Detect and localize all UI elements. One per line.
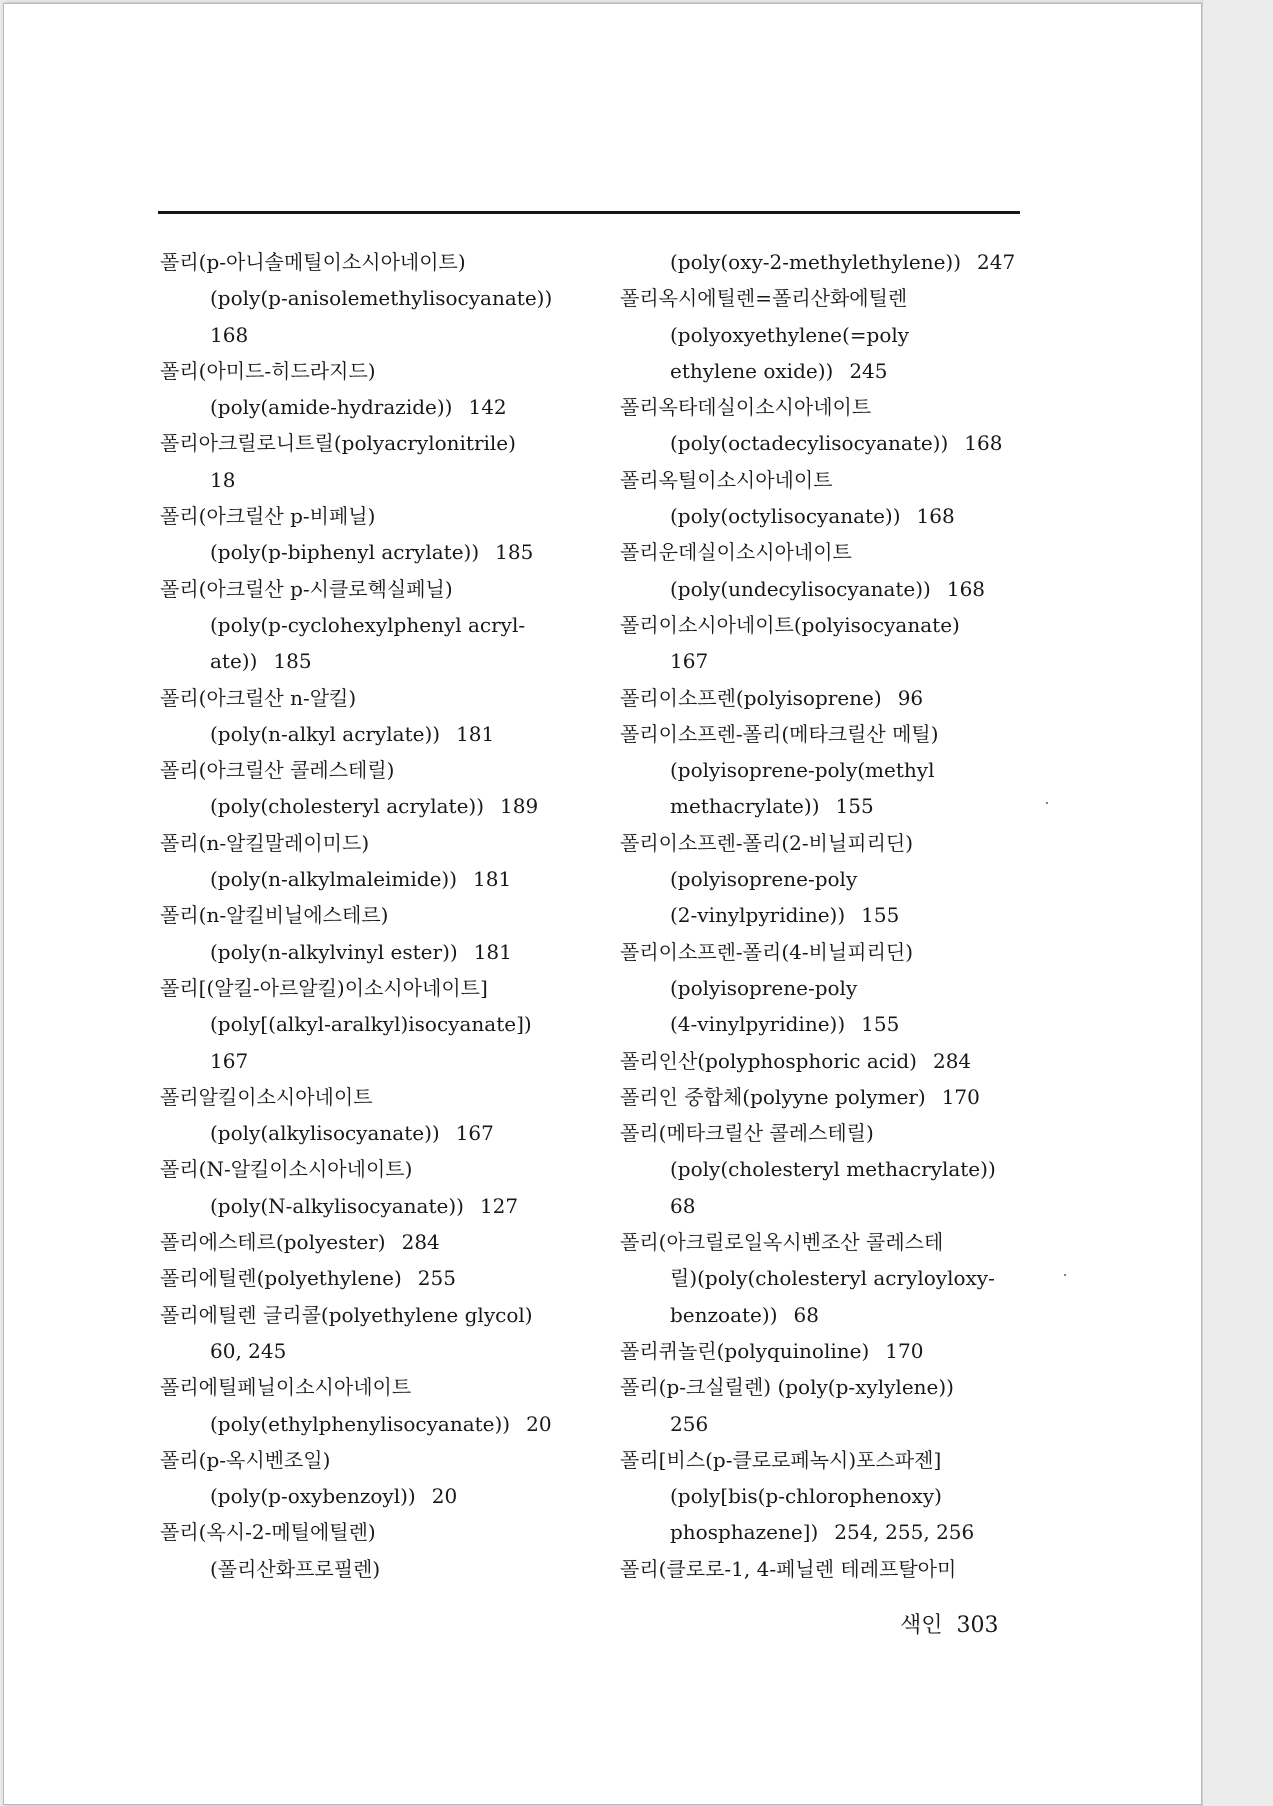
entry-page-ref: 170 — [885, 1338, 924, 1363]
index-entry-line — [620, 389, 1045, 425]
entry-text: 폴리에스테르(polyester) — [160, 1230, 386, 1255]
entry-text: 폴리운데실이소시아네이트 — [620, 540, 852, 565]
index-entry-line — [160, 788, 600, 824]
entry-text: 폴리아크릴로니트릴(polyacrylonitrile) — [160, 431, 516, 456]
entry-text: (4-vinylpyridine)) — [670, 1012, 846, 1037]
index-entry-line — [160, 1115, 600, 1151]
entry-text: 폴리에틸렌(polyethylene) — [160, 1266, 402, 1291]
index-entry-line — [620, 1006, 1045, 1042]
footer-page-number: 303 — [956, 1613, 999, 1638]
entry-page-ref: 185 — [495, 540, 534, 565]
index-entry-line — [620, 425, 1045, 461]
index-entry-line — [160, 1369, 600, 1405]
index-entry-line — [620, 1043, 1045, 1079]
index-entry-line — [160, 1188, 600, 1224]
entry-text: phosphazene]) — [670, 1520, 819, 1545]
index-entry-line — [620, 1369, 1045, 1405]
index-entry-line — [620, 716, 1045, 752]
index-entry-line — [160, 897, 600, 933]
entry-text: 68 — [670, 1193, 696, 1218]
entry-text: 폴리이소시아네이트(polyisocyanate) — [620, 612, 960, 637]
index-entry-line — [620, 1224, 1045, 1260]
entry-text: 폴리옥시에틸렌=폴리산화에틸렌 — [620, 286, 908, 311]
entry-text: (poly(octadecylisocyanate)) — [670, 431, 949, 456]
entry-text: (poly(p-anisolemethylisocyanate)) — [210, 286, 553, 311]
entry-text: (polyisoprene-poly — [670, 975, 858, 1000]
index-entry-line — [160, 1224, 600, 1260]
entry-text: (poly(n-alkyl acrylate)) — [210, 721, 441, 746]
entry-page-ref: 181 — [473, 939, 512, 964]
entry-text: (poly(amide-hydrazide)) — [210, 395, 453, 420]
entry-text: 폴리(메타크릴산 콜레스테릴) — [620, 1121, 874, 1146]
entry-text: 폴리(p-아니솔메틸이소시아네이트) — [160, 250, 466, 274]
entry-text: (polyisoprene-poly(methyl — [670, 758, 935, 783]
viewer-background — [1202, 0, 1273, 1806]
entry-text: 256 — [670, 1411, 709, 1436]
entry-page-ref: 284 — [401, 1230, 440, 1255]
entry-text: (poly(ethylphenylisocyanate)) — [210, 1411, 511, 1436]
entry-text: 폴리에틸페닐이소시아네이트 — [160, 1375, 412, 1400]
entry-text: benzoate)) — [670, 1302, 778, 1327]
index-entry-line — [620, 353, 1045, 389]
index-entry-line — [620, 280, 1045, 316]
entry-text: 폴리(옥시-2-메틸에틸렌) — [160, 1520, 376, 1545]
entry-page-ref: 155 — [835, 794, 874, 819]
entry-text: 폴리알킬이소시아네이트 — [160, 1084, 373, 1109]
entry-page-ref: 155 — [861, 903, 900, 928]
entry-text: 폴리퀴놀린(polyquinoline) — [620, 1338, 870, 1363]
entry-page-ref: 185 — [273, 649, 312, 674]
index-entry-line — [620, 788, 1045, 824]
entry-page-ref: 181 — [456, 721, 495, 746]
entry-text: ate)) — [210, 649, 258, 674]
entry-text: (poly(alkylisocyanate)) — [210, 1121, 440, 1146]
entry-text: 폴리에틸렌 글리콜(polyethylene glycol) — [160, 1302, 533, 1327]
entry-page-ref: 96 — [897, 685, 924, 710]
index-entry-line — [620, 1406, 1045, 1442]
entry-page-ref: 168 — [916, 504, 955, 529]
entry-text: 폴리[비스(p-클로로페녹시)포스파젠] — [620, 1447, 942, 1472]
index-entry-line — [620, 825, 1045, 861]
index-entry-line — [620, 607, 1045, 643]
entry-text: (poly[(alkyl-aralkyl)isocyanate]) — [210, 1012, 532, 1037]
index-entry-line — [160, 571, 600, 607]
entry-text: 폴리인 중합체(polyyne polymer) — [620, 1084, 926, 1109]
index-entry-line — [620, 1115, 1045, 1151]
entry-text: 폴리(아크릴산 p-비페닐) — [160, 504, 376, 529]
entry-text: (poly(n-alkylvinyl ester)) — [210, 939, 458, 964]
entry-text: methacrylate)) — [670, 794, 820, 819]
index-entry-line — [620, 1514, 1045, 1550]
entry-text: (polyisoprene-poly — [670, 867, 858, 892]
index-entry-line — [160, 1006, 600, 1042]
header-rule — [158, 211, 1020, 214]
index-entry-line — [160, 353, 600, 389]
index-entry-line — [160, 317, 600, 353]
entry-text: 폴리옥타데실이소시아네이트 — [620, 395, 872, 420]
document-page — [3, 3, 1202, 1805]
index-entry-line — [620, 1551, 1045, 1587]
index-entry-line — [160, 861, 600, 897]
index-entry-line — [160, 1478, 600, 1514]
entry-text: 168 — [210, 322, 249, 347]
scan-speck — [1046, 802, 1048, 804]
index-entry-line — [160, 1079, 600, 1115]
entry-text: (poly(octylisocyanate)) — [670, 504, 901, 529]
entry-text: 폴리(아크릴산 n-알킬) — [160, 685, 357, 710]
entry-page-ref: 168 — [964, 431, 1003, 456]
entry-text: 폴리(아크릴로일옥시벤조산 콜레스테 — [620, 1230, 944, 1255]
scan-speck — [1064, 1274, 1066, 1276]
entry-text: (poly[bis(p-chlorophenoxy) — [670, 1484, 942, 1509]
index-entry-line — [160, 534, 600, 570]
index-column-left — [160, 244, 600, 1587]
entry-text: 폴리이소프렌-폴리(2-비닐피리딘) — [620, 830, 914, 855]
entry-text: 폴리(p-크실릴렌) (poly(p-xylylene)) — [620, 1375, 954, 1400]
index-entry-line — [620, 1442, 1045, 1478]
entry-text: 폴리옥틸이소시아네이트 — [620, 467, 833, 492]
entry-text: 폴리(n-알킬비닐에스테르) — [160, 903, 389, 928]
index-entry-line — [160, 1442, 600, 1478]
index-entry-line — [160, 1151, 600, 1187]
entry-page-ref: 68 — [793, 1302, 819, 1327]
entry-page-ref: 20 — [526, 1411, 552, 1436]
entry-page-ref: 20 — [431, 1484, 458, 1509]
entry-page-ref: 155 — [861, 1012, 900, 1037]
entry-text: 폴리이소프렌-폴리(4-비닐피리딘) — [620, 939, 914, 964]
entry-text: 폴리(클로로-1, 4-페닐렌 테레프탈아미 — [620, 1556, 957, 1581]
index-entry-line — [620, 643, 1045, 679]
index-entry-line — [620, 1188, 1045, 1224]
entry-text: 167 — [670, 649, 709, 674]
index-entry-line — [620, 970, 1045, 1006]
index-entry-line — [160, 825, 600, 861]
entry-text: 60, 245 — [210, 1338, 287, 1363]
entry-text: (poly(oxy-2-methylethylene)) — [670, 250, 962, 274]
entry-text: 18 — [210, 467, 236, 492]
entry-text: (poly(p-oxybenzoyl)) — [210, 1484, 416, 1509]
entry-page-ref: 168 — [946, 576, 986, 601]
entry-text: 폴리(n-알킬말레이미드) — [160, 830, 370, 855]
index-entry-line — [620, 897, 1045, 933]
entry-text: (polyoxyethylene(=poly — [670, 322, 910, 347]
entry-text: 릴)(poly(cholesteryl acryloyloxy- — [670, 1266, 995, 1291]
index-entry-line — [160, 970, 600, 1006]
index-entry-line — [160, 462, 600, 498]
entry-text: ethylene oxide)) — [670, 358, 834, 383]
entry-page-ref: 170 — [941, 1084, 980, 1109]
index-entry-line — [160, 1260, 600, 1296]
entry-text: (poly(undecylisocyanate)) — [670, 576, 931, 601]
entry-page-ref: 284 — [932, 1048, 972, 1073]
entry-page-ref: 181 — [473, 867, 512, 892]
index-entry-line — [620, 1260, 1045, 1296]
index-entry-line — [620, 1079, 1045, 1115]
index-entry-line — [620, 571, 1045, 607]
entry-text: (poly(cholesteryl methacrylate)) — [670, 1157, 996, 1182]
index-entry-line — [160, 244, 600, 280]
entry-text: 폴리(N-알킬이소시아네이트) — [160, 1157, 413, 1182]
index-entry-line — [160, 607, 600, 643]
entry-text: (폴리산화프로필렌) — [210, 1556, 381, 1581]
page-footer — [900, 1608, 999, 1639]
index-entry-line — [620, 462, 1045, 498]
entry-text: (poly(N-alkylisocyanate)) — [210, 1193, 464, 1218]
entry-page-ref: 247 — [977, 250, 1016, 274]
index-entry-line — [620, 1478, 1045, 1514]
index-entry-line — [620, 534, 1045, 570]
index-entry-line — [620, 1333, 1045, 1369]
index-entry-line — [160, 716, 600, 752]
entry-page-ref: 167 — [455, 1121, 494, 1146]
entry-text: 폴리(아크릴산 콜레스테릴) — [160, 758, 395, 783]
entry-text: 폴리[(알킬-아르알킬)이소시아네이트] — [160, 975, 488, 1000]
index-entry-line — [160, 752, 600, 788]
entry-text: (poly(p-cyclohexylphenyl acryl- — [210, 612, 526, 637]
footer-section-label: 색인 — [900, 1613, 943, 1638]
index-entry-line — [620, 680, 1045, 716]
entry-page-ref: 254, 255, 256 — [834, 1520, 975, 1545]
index-entry-line — [160, 425, 600, 461]
index-entry-line — [620, 244, 1045, 280]
entry-text: 폴리이소프렌(polyisoprene) — [620, 685, 882, 710]
index-entry-line — [160, 280, 600, 316]
index-entry-line — [620, 317, 1045, 353]
index-entry-line — [620, 1151, 1045, 1187]
index-entry-line — [620, 1297, 1045, 1333]
entry-text: (poly(cholesteryl acrylate)) — [210, 794, 485, 819]
index-entry-line — [160, 1514, 600, 1550]
index-entry-line — [160, 498, 600, 534]
entry-text: 폴리인산(polyphosphoric acid) — [620, 1048, 917, 1073]
index-entry-line — [160, 680, 600, 716]
index-entry-line — [160, 1297, 600, 1333]
index-entry-line — [160, 1333, 600, 1369]
index-entry-line — [160, 643, 600, 679]
index-entry-line — [160, 1406, 600, 1442]
entry-text: 폴리(아크릴산 p-시클로헥실페닐) — [160, 576, 453, 601]
entry-text: (poly(n-alkylmaleimide)) — [210, 867, 458, 892]
entry-text: 폴리(아미드-히드라지드) — [160, 358, 376, 383]
index-entry-line — [160, 389, 600, 425]
entry-page-ref: 255 — [417, 1266, 456, 1291]
entry-page-ref: 142 — [468, 395, 507, 420]
entry-text: 폴리이소프렌-폴리(메타크릴산 메틸) — [620, 721, 939, 746]
entry-page-ref: 127 — [479, 1193, 519, 1218]
entry-text: 167 — [210, 1048, 249, 1073]
entry-text: 폴리(p-옥시벤조일) — [160, 1447, 331, 1472]
index-entry-line — [160, 934, 600, 970]
index-column-right — [620, 244, 1045, 1587]
entry-text: (2-vinylpyridine)) — [670, 903, 846, 928]
index-entry-line — [160, 1043, 600, 1079]
entry-text: (poly(p-biphenyl acrylate)) — [210, 540, 480, 565]
index-entry-line — [160, 1551, 600, 1587]
index-entry-line — [620, 934, 1045, 970]
entry-page-ref: 189 — [500, 794, 539, 819]
index-entry-line — [620, 498, 1045, 534]
index-entry-line — [620, 861, 1045, 897]
entry-page-ref: 245 — [849, 358, 888, 383]
index-entry-line — [620, 752, 1045, 788]
